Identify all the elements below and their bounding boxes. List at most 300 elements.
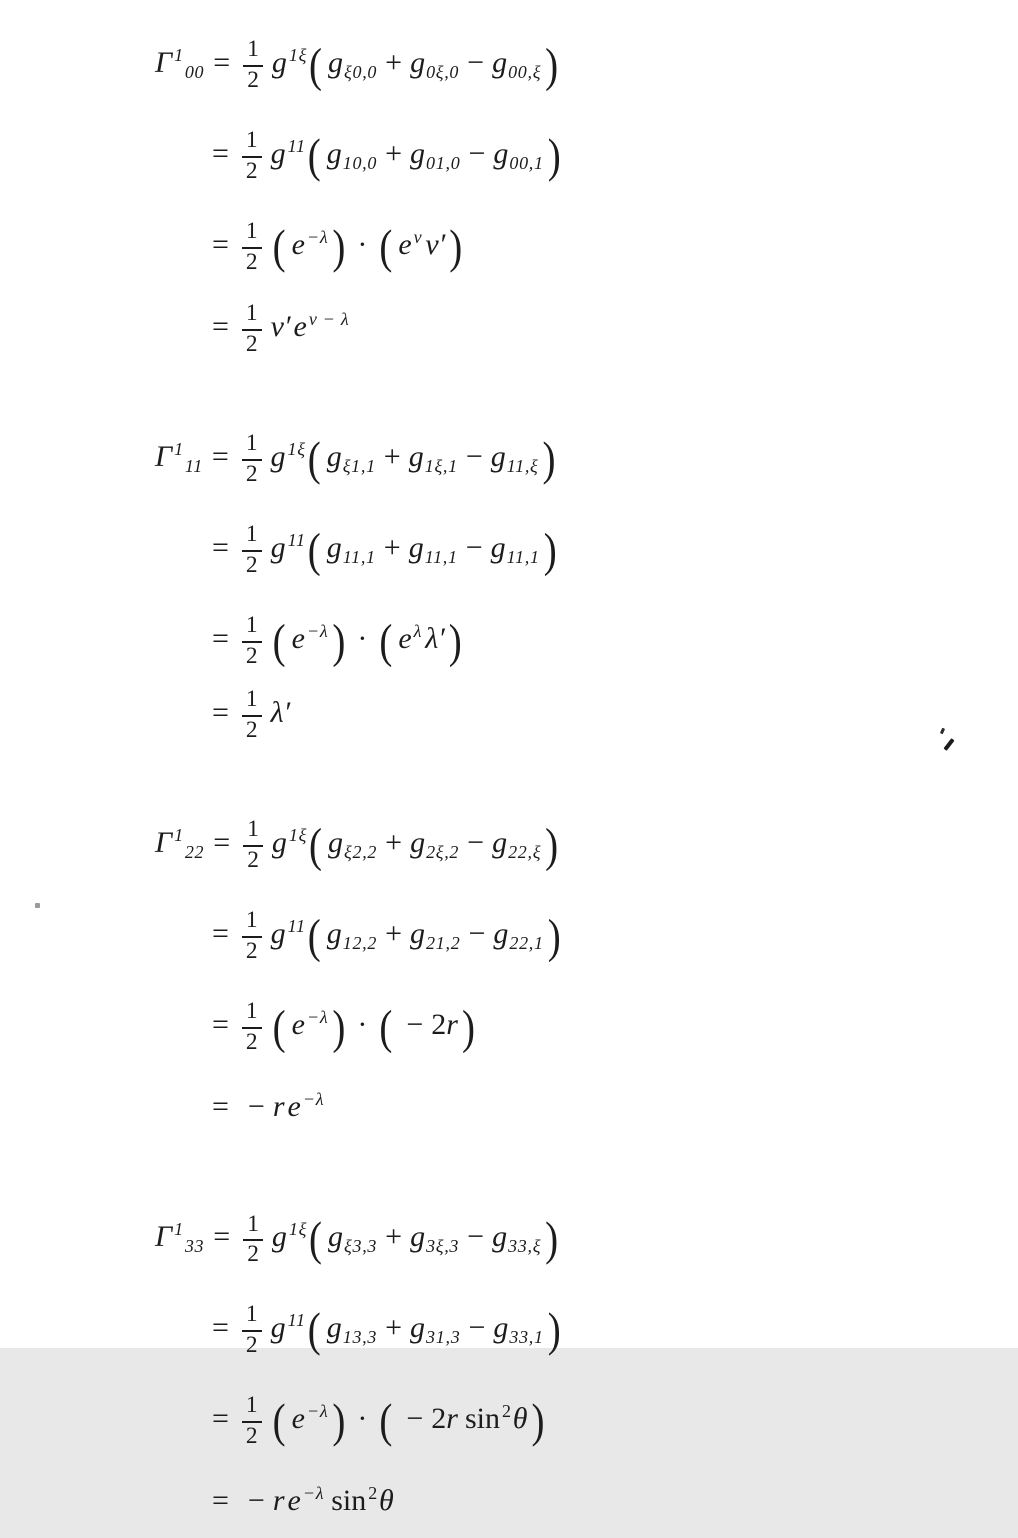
superscript: 1 xyxy=(174,825,184,846)
symbol-base: g xyxy=(326,137,342,171)
symbol-base: Γ xyxy=(155,1220,173,1254)
math-symbol xyxy=(398,622,422,655)
fraction-denominator: 2 xyxy=(247,66,259,93)
open-paren: ( xyxy=(307,1304,321,1357)
superscript: λ xyxy=(413,620,423,641)
math-operator: − xyxy=(465,531,483,565)
symbol-base: g xyxy=(270,1311,286,1345)
superscript: 11 xyxy=(287,530,306,551)
equation-line xyxy=(155,798,1018,889)
math-symbol xyxy=(492,826,542,862)
symbol-base: g xyxy=(410,46,426,80)
subscript: 33 xyxy=(184,1236,205,1257)
math-symbol xyxy=(410,1311,461,1348)
math-symbol xyxy=(155,1219,205,1257)
open-paren: ( xyxy=(379,220,393,274)
close-paren: ) xyxy=(545,1213,559,1266)
symbol-base: g xyxy=(410,1220,426,1254)
math-symbol xyxy=(493,917,544,953)
symbol-base: g xyxy=(328,46,344,80)
open-paren: ( xyxy=(272,1395,286,1448)
symbol-base: g xyxy=(326,1311,342,1345)
fraction xyxy=(242,688,262,742)
equals-sign: = xyxy=(212,227,229,261)
fraction-numerator: 1 xyxy=(242,1303,262,1331)
multiplication-dot: · xyxy=(357,1008,368,1042)
math-symbol xyxy=(326,531,376,567)
math-operator: + xyxy=(385,137,403,171)
superscript: 1ξ xyxy=(288,1219,308,1240)
subscript: 12,2 xyxy=(342,932,378,953)
symbol-base: g xyxy=(326,917,342,951)
symbol-base: g xyxy=(326,531,342,565)
superscript: −λ xyxy=(306,620,329,641)
fraction-denominator: 2 xyxy=(247,1240,259,1267)
fraction xyxy=(243,818,263,872)
math-operator: + xyxy=(385,917,403,951)
equation-line xyxy=(155,676,1018,750)
symbol-base: Γ xyxy=(155,46,173,80)
open-paren: ( xyxy=(307,433,321,486)
multiplication-dot: · xyxy=(357,227,368,261)
equation-block-gamma-1-33 xyxy=(155,1192,1018,1538)
symbol-base: g xyxy=(493,137,509,171)
fraction-numerator: 1 xyxy=(242,909,262,937)
superscript: 11 xyxy=(287,135,306,156)
fraction-denominator: 2 xyxy=(247,846,259,873)
superscript: −λ xyxy=(302,1483,325,1504)
symbol-base: ν′ xyxy=(270,310,291,344)
superscript: ν xyxy=(413,226,423,247)
math-operator: − xyxy=(247,1484,265,1518)
math-operator: + xyxy=(383,531,401,565)
symbol-base: λ′ xyxy=(425,622,445,656)
function-base: sin xyxy=(331,1484,367,1518)
close-paren: ) xyxy=(332,1000,346,1054)
math-operator: − xyxy=(465,440,483,474)
open-paren: ( xyxy=(309,819,323,872)
symbol-base: g xyxy=(492,46,508,80)
fraction-numerator: 1 xyxy=(242,129,262,157)
superscript: −λ xyxy=(302,1089,325,1110)
close-paren: ) xyxy=(547,129,561,183)
equals-sign: = xyxy=(212,1311,229,1345)
symbol-base: g xyxy=(326,440,342,474)
math-symbol xyxy=(490,531,540,567)
fraction-numerator: 1 xyxy=(242,523,262,551)
math-symbol xyxy=(446,1402,458,1435)
symbol-base: g xyxy=(410,137,426,171)
math-symbol xyxy=(271,440,306,473)
math-symbol xyxy=(272,46,307,79)
symbol-base: g xyxy=(270,137,286,171)
subscript: 10,0 xyxy=(342,152,378,173)
math-symbol xyxy=(425,228,445,261)
math-symbol xyxy=(288,1090,325,1123)
fraction xyxy=(242,1394,262,1448)
math-symbol xyxy=(410,46,460,82)
math-symbol xyxy=(513,1402,528,1435)
fraction-denominator: 2 xyxy=(245,716,258,743)
subscript: 22,ξ xyxy=(508,842,542,862)
fraction xyxy=(242,129,262,183)
subscript: ξ0,0 xyxy=(344,61,378,82)
fraction xyxy=(242,1303,262,1357)
math-operator: + xyxy=(385,1220,403,1254)
open-paren: ( xyxy=(309,39,323,92)
subscript: 22,1 xyxy=(509,932,544,953)
fraction-denominator: 2 xyxy=(245,937,258,964)
fraction xyxy=(242,909,262,963)
math-number: 2 xyxy=(431,1008,447,1042)
subscript: 11 xyxy=(184,456,203,477)
subscript: ξ1,1 xyxy=(342,456,376,477)
superscript: 11 xyxy=(287,1310,306,1331)
math-symbol xyxy=(292,228,329,261)
math-symbol xyxy=(398,228,422,261)
symbol-base: g xyxy=(270,531,286,565)
superscript: 1 xyxy=(174,45,184,65)
equals-sign: = xyxy=(212,531,229,565)
symbol-base: g xyxy=(270,440,286,474)
symbol-base: g xyxy=(492,1220,508,1254)
symbol-base: g xyxy=(410,826,426,860)
multiplication-dot: · xyxy=(357,1402,368,1436)
superscript: ν − λ xyxy=(308,308,350,329)
math-symbol xyxy=(326,137,378,173)
subscript: 01,0 xyxy=(426,152,461,173)
math-symbol xyxy=(326,440,376,477)
equation-line xyxy=(155,412,1018,503)
close-paren: ) xyxy=(542,433,556,486)
math-operator: − xyxy=(468,137,486,171)
open-paren: ( xyxy=(272,1000,286,1054)
equation-block-gamma-1-11 xyxy=(155,412,1018,750)
multiplication-dot: · xyxy=(357,622,368,656)
equation-line xyxy=(155,200,1018,282)
math-operator: − xyxy=(406,1402,424,1436)
math-symbol xyxy=(328,1220,378,1257)
math-symbol xyxy=(292,622,329,655)
math-symbol xyxy=(425,622,445,655)
math-operator: − xyxy=(468,917,486,951)
fraction-denominator: 2 xyxy=(245,330,258,357)
math-symbol xyxy=(292,1402,329,1435)
subscript: 11,ξ xyxy=(506,456,539,477)
close-paren: ) xyxy=(332,1395,346,1448)
subscript: 00 xyxy=(184,61,205,82)
function-base: sin xyxy=(464,1402,500,1436)
symbol-base: g xyxy=(493,917,509,951)
equals-sign: = xyxy=(212,622,229,656)
symbol-base: g xyxy=(490,531,506,565)
fraction-numerator: 1 xyxy=(242,614,262,642)
subscript: 11,1 xyxy=(424,546,458,567)
math-symbol xyxy=(410,137,461,173)
symbol-base: g xyxy=(271,46,287,80)
subscript: 0ξ,0 xyxy=(426,61,460,82)
equals-sign: = xyxy=(212,696,229,730)
symbol-base: e xyxy=(287,1484,301,1518)
math-function-name xyxy=(465,1402,512,1435)
equals-sign: = xyxy=(213,826,231,860)
equation-line xyxy=(155,980,1018,1062)
math-symbol xyxy=(271,1311,306,1344)
symbol-base: e xyxy=(398,622,412,656)
superscript: 1ξ xyxy=(288,825,308,846)
fraction xyxy=(242,523,262,577)
equals-sign: = xyxy=(212,1008,229,1042)
superscript: 1 xyxy=(174,1219,184,1240)
math-symbol xyxy=(155,439,203,477)
equals-sign: = xyxy=(212,137,229,171)
math-operator: + xyxy=(383,440,401,474)
math-symbol xyxy=(410,1220,460,1257)
open-paren: ( xyxy=(307,910,321,963)
subscript: 31,3 xyxy=(426,1327,461,1348)
symbol-base: g xyxy=(328,826,344,860)
equation-line xyxy=(155,282,1018,364)
math-symbol xyxy=(272,1220,307,1253)
close-paren: ) xyxy=(332,220,346,274)
math-symbol xyxy=(490,440,539,477)
symbol-base: g xyxy=(410,1311,426,1345)
symbol-base: e xyxy=(398,227,412,261)
fraction-denominator: 2 xyxy=(245,1422,258,1449)
math-symbol xyxy=(328,46,378,82)
fraction-denominator: 2 xyxy=(245,157,258,184)
equation-line xyxy=(155,1456,1018,1538)
symbol-base: g xyxy=(408,531,424,565)
symbol-base: g xyxy=(492,826,508,860)
equals-sign: = xyxy=(211,440,229,474)
symbol-base: e xyxy=(291,1008,305,1042)
open-paren: ( xyxy=(307,524,321,577)
open-paren: ( xyxy=(379,1395,393,1448)
equation-line xyxy=(155,1192,1018,1283)
close-paren: ) xyxy=(545,39,559,92)
math-operator: + xyxy=(385,46,403,80)
math-symbol xyxy=(410,826,460,862)
equation-line xyxy=(155,1374,1018,1456)
math-symbol xyxy=(155,45,205,82)
superscript: −λ xyxy=(306,226,329,247)
math-function-name xyxy=(331,1484,378,1517)
fraction xyxy=(242,1000,262,1054)
math-symbol xyxy=(271,310,291,343)
symbol-base: r xyxy=(272,1484,285,1518)
superscript: −λ xyxy=(306,1401,329,1422)
open-paren: ( xyxy=(272,614,286,668)
symbol-base: g xyxy=(490,440,506,474)
fraction-denominator: 2 xyxy=(245,460,258,487)
superscript: 2 xyxy=(368,1483,378,1504)
symbol-base: g xyxy=(493,1311,509,1345)
superscript: 1 xyxy=(174,439,184,460)
subscript: 33,1 xyxy=(509,1327,544,1348)
fraction xyxy=(242,614,262,668)
math-operator: − xyxy=(468,1311,486,1345)
math-symbol xyxy=(492,46,542,82)
symbol-base: Γ xyxy=(155,826,173,860)
symbol-base: r xyxy=(446,1008,458,1042)
equals-sign: = xyxy=(212,917,229,951)
fraction-numerator: 1 xyxy=(243,38,263,66)
superscript: −λ xyxy=(306,1006,329,1027)
symbol-base: e xyxy=(291,1402,305,1436)
close-paren: ) xyxy=(547,1304,561,1357)
superscript: 11 xyxy=(287,916,306,936)
subscript: 11,1 xyxy=(506,546,540,567)
close-paren: ) xyxy=(332,614,346,668)
equals-sign: = xyxy=(213,46,231,80)
superscript: 1ξ xyxy=(288,45,308,65)
open-paren: ( xyxy=(379,614,393,668)
subscript: 13,3 xyxy=(342,1327,378,1348)
math-operator: − xyxy=(247,1090,265,1124)
fraction-denominator: 2 xyxy=(245,1331,258,1358)
subscript: 11,1 xyxy=(342,546,376,567)
symbol-base: g xyxy=(410,917,426,951)
equals-sign: = xyxy=(213,1220,231,1254)
symbol-base: e xyxy=(293,310,307,344)
math-symbol xyxy=(294,310,350,343)
fraction xyxy=(242,220,262,274)
math-operator: + xyxy=(385,1311,403,1345)
fraction-numerator: 1 xyxy=(243,1213,263,1241)
math-operator: + xyxy=(385,826,403,860)
fraction-numerator: 1 xyxy=(242,688,262,716)
equation-line xyxy=(155,594,1018,676)
open-paren: ( xyxy=(307,129,321,183)
math-symbol xyxy=(328,826,378,862)
subscript: 00,ξ xyxy=(508,61,542,82)
equals-sign: = xyxy=(212,1402,229,1436)
symbol-base: θ xyxy=(379,1484,394,1518)
math-operator: − xyxy=(406,1008,424,1042)
fraction xyxy=(243,1210,263,1267)
equation-line xyxy=(155,18,1018,109)
symbol-base: Γ xyxy=(155,440,173,474)
equation-block-gamma-1-22 xyxy=(155,798,1018,1144)
math-symbol xyxy=(493,137,544,173)
subscript: 00,1 xyxy=(509,152,544,173)
subscript: 2ξ,2 xyxy=(426,842,460,862)
fraction-numerator: 1 xyxy=(243,818,263,846)
symbol-base: g xyxy=(408,440,424,474)
symbol-base: θ xyxy=(512,1402,528,1436)
symbol-base: ν′ xyxy=(425,227,446,261)
math-symbol xyxy=(292,1008,329,1041)
fraction-denominator: 2 xyxy=(245,551,258,578)
fraction xyxy=(242,432,262,486)
symbol-base: λ′ xyxy=(270,696,291,730)
close-paren: ) xyxy=(449,220,463,274)
math-operator: − xyxy=(467,826,485,860)
math-symbol xyxy=(271,696,291,729)
subscript: 3ξ,3 xyxy=(426,1236,460,1257)
fraction-numerator: 1 xyxy=(242,1000,262,1028)
subscript: 22 xyxy=(184,842,205,862)
math-symbol xyxy=(410,917,461,953)
subscript: ξ2,2 xyxy=(344,842,378,862)
math-symbol xyxy=(326,1311,378,1348)
symbol-base: e xyxy=(287,1090,301,1124)
math-symbol xyxy=(408,531,458,567)
equation-line xyxy=(155,1062,1018,1144)
math-symbol xyxy=(271,137,306,170)
subscript: 1ξ,1 xyxy=(424,456,458,477)
fraction-numerator: 1 xyxy=(242,1394,262,1422)
fraction-denominator: 2 xyxy=(245,642,258,669)
math-number: 2 xyxy=(431,1402,447,1436)
fraction-numerator: 1 xyxy=(242,220,262,248)
fraction xyxy=(243,38,263,92)
equation-line xyxy=(155,503,1018,594)
math-symbol xyxy=(273,1090,285,1123)
math-symbol xyxy=(273,1484,285,1517)
symbol-base: r xyxy=(272,1090,285,1124)
symbol-base: g xyxy=(271,1220,287,1254)
equation-line xyxy=(155,109,1018,200)
symbol-base: e xyxy=(291,227,305,261)
symbol-base: g xyxy=(271,826,287,860)
equals-sign: = xyxy=(212,1090,229,1124)
fraction xyxy=(242,302,262,356)
symbol-base: g xyxy=(328,1220,344,1254)
subscript: 21,2 xyxy=(426,932,461,953)
math-symbol xyxy=(271,917,306,950)
math-symbol xyxy=(272,826,307,859)
fraction-numerator: 1 xyxy=(242,302,262,330)
superscript: 1ξ xyxy=(287,439,306,460)
subscript: ξ3,3 xyxy=(344,1236,378,1257)
math-symbol xyxy=(379,1484,394,1517)
fraction-numerator: 1 xyxy=(242,432,262,460)
math-operator: − xyxy=(467,1220,485,1254)
equals-sign: = xyxy=(212,1484,229,1518)
open-paren: ( xyxy=(272,220,286,274)
math-symbol xyxy=(492,1220,542,1257)
open-paren: ( xyxy=(309,1213,323,1266)
superscript: 2 xyxy=(501,1401,512,1422)
symbol-base: g xyxy=(270,917,286,951)
close-paren: ) xyxy=(543,524,557,577)
equals-sign: = xyxy=(212,310,229,344)
equation-block-gamma-1-00 xyxy=(155,18,1018,364)
open-paren: ( xyxy=(379,1000,393,1054)
symbol-base: e xyxy=(291,622,305,656)
ink-speck-left xyxy=(35,903,40,908)
math-symbol xyxy=(493,1311,544,1348)
subscript: 33,ξ xyxy=(508,1236,542,1257)
symbol-base: r xyxy=(446,1402,458,1436)
close-paren: ) xyxy=(547,910,561,963)
equation-line xyxy=(155,1283,1018,1374)
fraction-denominator: 2 xyxy=(245,1028,258,1055)
close-paren: ) xyxy=(448,614,462,668)
equation-line xyxy=(155,889,1018,980)
math-operator: − xyxy=(467,46,485,80)
math-symbol xyxy=(408,440,458,477)
fraction-denominator: 2 xyxy=(245,248,258,275)
math-symbol xyxy=(446,1008,458,1041)
math-symbol xyxy=(288,1484,325,1517)
math-symbol xyxy=(326,917,378,953)
math-symbol xyxy=(155,825,205,862)
close-paren: ) xyxy=(461,1000,475,1054)
close-paren: ) xyxy=(545,819,559,872)
